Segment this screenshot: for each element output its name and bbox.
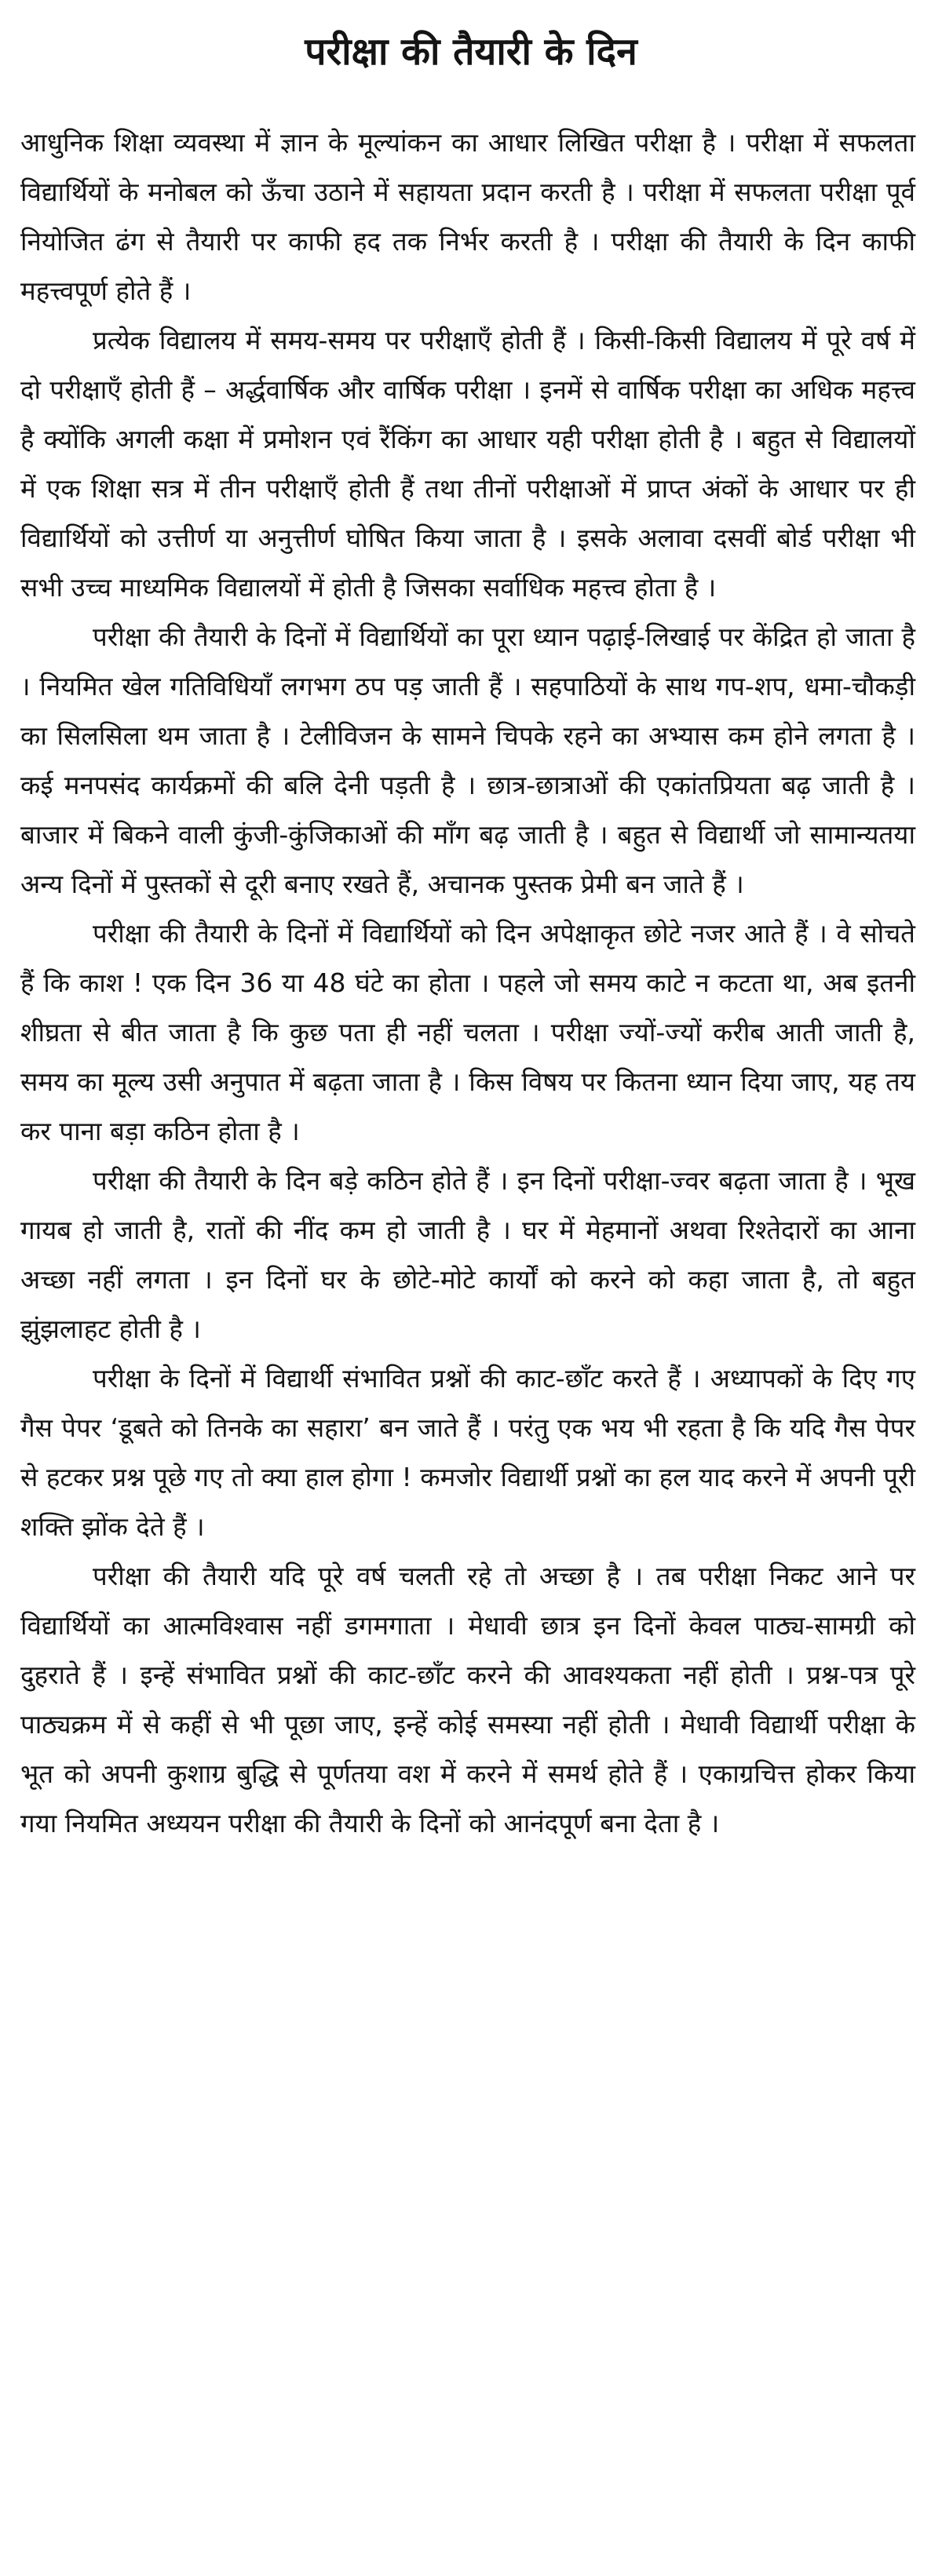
paragraph-6: परीक्षा के दिनों में विद्यार्थी संभावित प्रश्नों की काट-छाँट करते हैं । अध्यापकों के दिए गए गैस पेपर ‘डूबते को तिनके का सहारा’ बन जाते हैं । परंतु एक भय भी रहता है कि यदि गैस पेपर से हटकर प्रश्न पूछे गए तो क्या हाल होगा ! कमजोर विद्यार्थी प्रश्नों का हल याद करने में अपनी पूरी शक्ति झोंक देते हैं । xyxy=(20,1363,915,1542)
paragraph-3: परीक्षा की तैयारी के दिनों में विद्यार्थियों का पूरा ध्यान पढ़ाई-लिखाई पर केंद्रित हो जाता है । नियमित खेल गतिविधियाँ लगभग ठप पड़ जाती हैं । सहपाठियों के साथ गप-शप, धमा-चौकड़ी का सिलसिला थम जाता है । टेलीविजन के सामने चिपके रहने का अभ्यास कम होने लगता है । कई मनपसंद कार्यक्रमों की बलि देनी पड़ती है । छात्र-छात्राओं की एकांतप्रियता बढ़ जाती है । बाजार में बिकने वाली कुंजी-कुंजिकाओं की माँग बढ़ जाती है । बहुत से विद्यार्थी जो सामान्यतया अन्य दिनों में पुस्तकों से दूरी बनाए रखते हैं, अचानक पुस्तक प्रेमी बन जाते हैं । xyxy=(20,621,915,899)
paragraph-5: परीक्षा की तैयारी के दिन बड़े कठिन होते हैं । इन दिनों परीक्षा-ज्वर बढ़ता जाता है । भूख गायब हो जाती है, रातों की नींद कम हो जाती है । घर में मेहमानों अथवा रिश्तेदारों का आना अच्छा नहीं लगता । इन दिनों घर के छोटे-मोटे कार्यों को करने को कहा जाता है, तो बहुत झुंझलाहट होती है । xyxy=(20,1165,915,1344)
essay-body xyxy=(20,118,915,1848)
paragraph-4: परीक्षा की तैयारी के दिनों में विद्यार्थियों को दिन अपेक्षाकृत छोटे नजर आते हैं । वे सोचते हैं कि काश ! एक दिन 36 या 48 घंटे का होता । पहले जो समय काटे न कटता था, अब इतनी शीघ्रता से बीत जाता है कि कुछ पता ही नहीं चलता । परीक्षा ज्यों-ज्यों करीब आती जाती है, समय का मूल्य उसी अनुपात में बढ़ता जाता है । किस विषय पर कितना ध्यान दिया जाए, यह तय कर पाना बड़ा कठिन होता है । xyxy=(20,918,915,1146)
paragraph-1: आधुनिक शिक्षा व्यवस्था में ज्ञान के मूल्यांकन का आधार लिखित परीक्षा है । परीक्षा में सफलता विद्यार्थियों के मनोबल को ऊँचा उठाने में सहायता प्रदान करती है । परीक्षा में सफलता परीक्षा पूर्व नियोजित ढंग से तैयारी पर काफी हद तक निर्भर करती है । परीक्षा की तैयारी के दिन काफी महत्त्वपूर्ण होते हैं । xyxy=(20,127,915,306)
paragraph-7: परीक्षा की तैयारी यदि पूरे वर्ष चलती रहे तो अच्छा है । तब परीक्षा निकट आने पर विद्यार्थियों का आत्मविश्वास नहीं डगमगाता । मेधावी छात्र इन दिनों केवल पाठ्य-सामग्री को दुहराते हैं । इन्हें संभावित प्रश्नों की काट-छाँट करने की आवश्यकता नहीं होती । प्रश्न-पत्र पूरे पाठ्यक्रम में से कहीं से भी पूछा जाए, इन्हें कोई समस्या नहीं होती । मेधावी विद्यार्थी परीक्षा के भूत को अपनी कुशाग्र बुद्धि से पूर्णतया वश में करने में समर्थ होते हैं । एकाग्रचित्त होकर किया गया नियमित अध्ययन परीक्षा की तैयारी के दिनों को आनंदपूर्ण बना देता है । xyxy=(20,1561,916,1838)
essay-title: परीक्षा की तैयारी के दिन xyxy=(305,30,637,74)
paragraph-2: प्रत्येक विद्यालय में समय-समय पर परीक्षाएँ होती हैं । किसी-किसी विद्यालय में पूरे वर्ष में दो परीक्षाएँ होती हैं – अर्द्धवार्षिक और वार्षिक परीक्षा । इनमें से वार्षिक परीक्षा का अधिक महत्त्व है क्योंकि अगली कक्षा में प्रमोशन एवं रैंकिंग का आधार यही परीक्षा होती है । बहुत से विद्यालयों में एक शिक्षा सत्र में तीन परीक्षाएँ होती हैं तथा तीनों परीक्षाओं में प्राप्त अंकों के आधार पर ही विद्यार्थियों को उत्तीर्ण या अनुत्तीर्ण घोषित किया जाता है । इसके अलावा दसवीं बोर्ड परीक्षा भी सभी उच्च माध्यमिक विद्यालयों में होती है जिसका सर्वाधिक महत्त्व होता है । xyxy=(20,325,915,603)
